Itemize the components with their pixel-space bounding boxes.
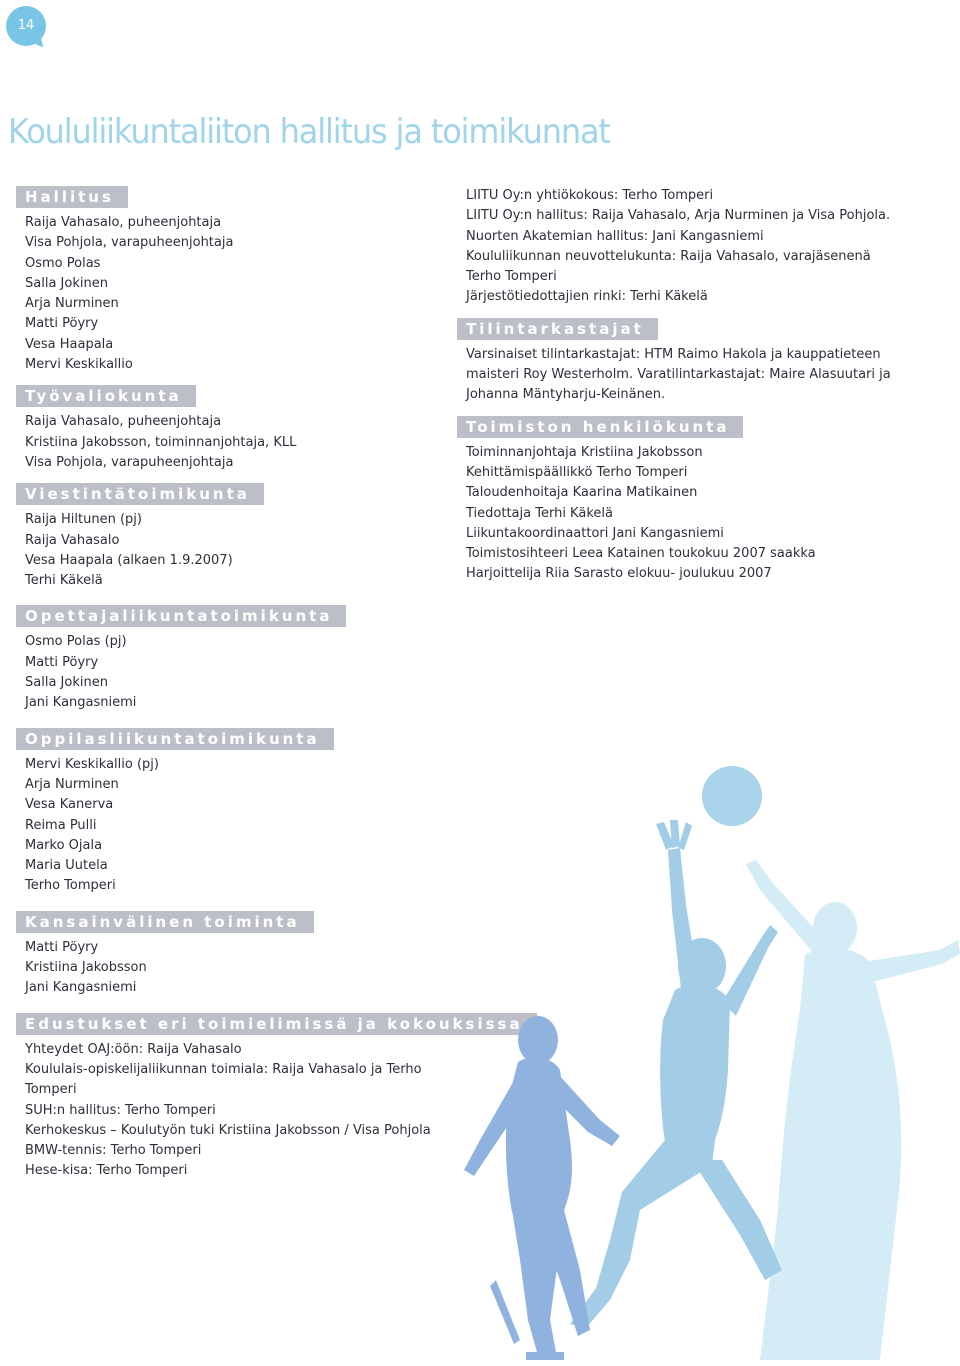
section-kansainvalinen-toiminta (16, 911, 456, 999)
member-line: Terho Tomperi (25, 878, 116, 894)
info-line: maisteri Roy Westerholm. Varatilintarkastajat: Maire Alasuutari ja (466, 367, 891, 383)
member-line: Yhteydet OAJ:öön: Raija Vahasalo (25, 1041, 242, 1057)
section-viestintatoimikunta (16, 483, 456, 591)
section-tyovaliokunta (16, 385, 456, 473)
athletes-illustration (460, 740, 960, 1366)
left-column (16, 186, 523, 1192)
member-line: Salla Jokinen (25, 675, 108, 691)
info-line: Nuorten Akatemian hallitus: Jani Kangasniemi (466, 228, 764, 244)
member-line: Maria Uutela (25, 858, 108, 874)
section-heading: Toimiston henkilökunta (457, 416, 743, 438)
staff-line: Toiminnanjohtaja Kristiina Jakobsson (466, 444, 703, 460)
member-line: Jani Kangasniemi (25, 695, 137, 711)
member-line: Kristiina Jakobsson, toiminnanjohtaja, KLL (25, 434, 297, 450)
section-edustukset (16, 1013, 523, 1182)
member-line: Reima Pulli (25, 817, 97, 833)
member-line: Raija Hiltunen (pj) (25, 512, 142, 528)
section-hallitus (16, 186, 456, 375)
section-tilintarkastajat (457, 318, 927, 406)
section-heading: Tilintarkastajat (457, 318, 658, 340)
section-heading: Oppilasliikuntatoimikunta (16, 728, 334, 750)
dancer-figure (746, 860, 960, 1360)
section-heading: Työvaliokunta (16, 385, 196, 407)
section-oppilasliikuntatoimikunta (16, 728, 456, 897)
member-line: Mervi Keskikallio (25, 357, 133, 373)
section-heading: Hallitus (16, 186, 128, 208)
section-heading: Opettajaliikuntatoimikunta (16, 605, 346, 627)
member-line: Visa Pohjola, varapuheenjohtaja (25, 454, 234, 470)
ball-icon (702, 766, 762, 826)
section-heading: Viestintätoimikunta (16, 483, 264, 505)
member-line: Raija Vahasalo (25, 532, 120, 548)
member-line: Osmo Polas (pj) (25, 634, 127, 650)
member-line: Raija Vahasalo, puheenjohtaja (25, 414, 222, 430)
staff-line: Harjoittelija Riia Sarasto elokuu- joulukuu 2007 (466, 566, 772, 582)
info-line: Järjestötiedottajien rinki: Terhi Käkelä (466, 289, 708, 305)
info-line: Johanna Mäntyharju-Keinänen. (466, 387, 666, 403)
member-line: Jani Kangasniemi (25, 980, 137, 996)
right-column (457, 186, 927, 595)
info-line: LIITU Oy:n yhtiökokous: Terho Tomperi (466, 188, 714, 203)
staff-line: Kehittämispäällikkö Terho Tomperi (466, 464, 688, 480)
section-heading: Kansainvälinen toiminta (16, 911, 314, 933)
member-line: Vesa Kanerva (25, 797, 114, 813)
member-line: BMW-tennis: Terho Tomperi (25, 1143, 202, 1159)
member-line: Arja Nurminen (25, 776, 119, 792)
member-line: Osmo Polas (25, 255, 101, 271)
member-line: Matti Pöyry (25, 654, 99, 670)
member-line: Salla Jokinen (25, 275, 108, 291)
section-heading: Edustukset eri toimielimissä ja kokouksissa (16, 1013, 537, 1035)
member-line: Koululais-opiskelijaliikunnan toimiala: Raija Vahasalo ja Terho (25, 1061, 422, 1077)
member-line: Kristiina Jakobsson (25, 960, 147, 976)
staff-line: Taloudenhoitaja Kaarina Matikainen (466, 485, 698, 501)
info-line: LIITU Oy:n hallitus: Raija Vahasalo, Arja Nurminen ja Visa Pohjola. (466, 208, 891, 224)
member-line: Tomperi (25, 1082, 77, 1098)
staff-line: Toimistosihteeri Leea Katainen toukokuu 2007 saakka (466, 546, 816, 562)
section-toimiston-henkilokunta (457, 416, 927, 585)
member-line: Arja Nurminen (25, 296, 119, 312)
section-opettajaliikuntatoimikunta (16, 605, 456, 713)
page-number: 14 (17, 18, 35, 33)
member-line: Mervi Keskikallio (pj) (25, 756, 159, 772)
member-line: Terhi Käkelä (25, 573, 103, 589)
page-title: Koululiikuntaliiton hallitus ja toimikunnat (8, 112, 610, 152)
member-line: Kerhokeskus – Koulutyön tuki Kristiina Jakobsson / Visa Pohjola (25, 1122, 431, 1138)
staff-line: Liikuntakoordinaattori Jani Kangasniemi (466, 525, 724, 541)
section-liitu-and-representations (457, 186, 927, 308)
member-line: SUH:n hallitus: Terho Tomperi (25, 1102, 216, 1118)
member-line: Raija Vahasalo, puheenjohtaja (25, 215, 222, 230)
info-line: Varsinaiset tilintarkastajat: HTM Raimo Hakola ja kauppatieteen (466, 346, 881, 362)
jumper-figure (570, 820, 782, 1328)
member-line: Visa Pohjola, varapuheenjohtaja (25, 235, 234, 251)
member-line: Marko Ojala (25, 837, 103, 853)
info-line: Terho Tomperi (466, 269, 557, 285)
member-line: Vesa Haapala (alkaen 1.9.2007) (25, 552, 233, 568)
info-line: Koululiikunnan neuvottelukunta: Raija Vahasalo, varajäsenenä (466, 248, 871, 264)
member-line: Matti Pöyry (25, 939, 99, 955)
member-line: Vesa Haapala (25, 336, 114, 352)
staff-line: Tiedottaja Terhi Käkelä (466, 505, 613, 521)
member-line: Hese-kisa: Terho Tomperi (25, 1163, 188, 1179)
member-line: Matti Pöyry (25, 316, 99, 332)
